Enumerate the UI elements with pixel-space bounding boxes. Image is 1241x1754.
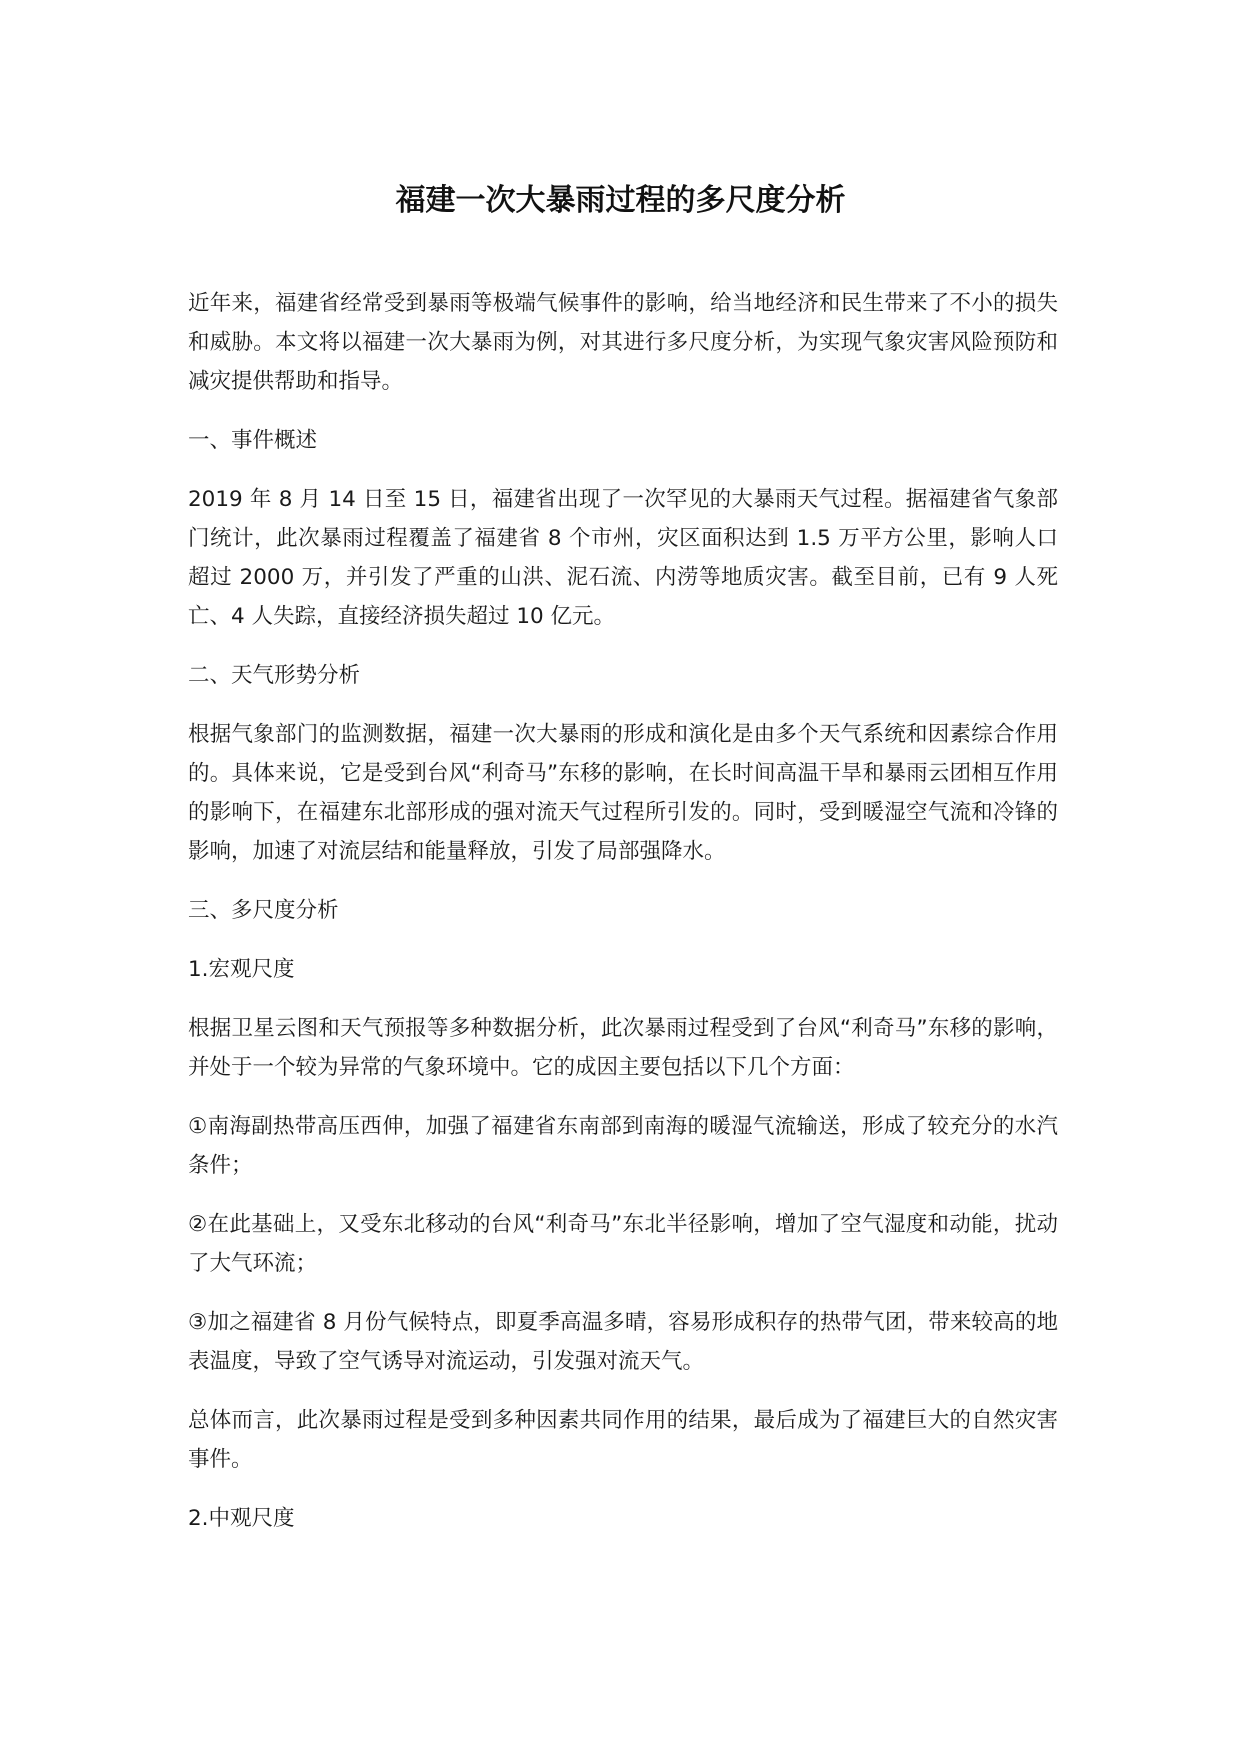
macro-item-3: ③加之福建省 8 月份气候特点，即夏季高温多晴，容易形成积存的热带气团，带来较高的地表温度，导致了空气诱导对流运动，引发强对流天气。 xyxy=(188,1310,1058,1374)
document-body xyxy=(188,284,1058,1558)
macro-paragraph: 根据卫星云图和天气预报等多种数据分析，此次暴雨过程受到了台风“利奇马”东移的影响，并处于一个较为异常的气象环境中。它的成因主要包括以下几个方面： xyxy=(188,1016,1058,1080)
subsection-heading-meso: 2.中观尺度 xyxy=(188,1506,295,1531)
intro-paragraph: 近年来，福建省经常受到暴雨等极端气候事件的影响，给当地经济和民生带来了不小的损失和威胁。本文将以福建一次大暴雨为例，对其进行多尺度分析，为实现气象灾害风险预防和减灾提供帮助和指导。 xyxy=(188,291,1058,394)
section-heading-multiscale: 三、多尺度分析 xyxy=(188,898,339,923)
section-heading-overview: 一、事件概述 xyxy=(188,428,318,453)
summary-paragraph: 总体而言，此次暴雨过程是受到多种因素共同作用的结果，最后成为了福建巨大的自然灾害事件。 xyxy=(188,1408,1058,1472)
section-heading-weather: 二、天气形势分析 xyxy=(188,663,361,688)
document-title: 福建一次大暴雨过程的多尺度分析 xyxy=(395,183,846,218)
subsection-heading-macro: 1.宏观尺度 xyxy=(188,957,295,982)
overview-paragraph: 2019 年 8 月 14 日至 15 日，福建省出现了一次罕见的大暴雨天气过程。据福建省气象部门统计，此次暴雨过程覆盖了福建省 8 个市州，灾区面积达到 1.5 万平方公里，影响人口超过 2000 万，并引发了严重的山洪、泥石流、内涝等地质灾害。截至目前，已有 9 人死亡、4 人失踪，直接经济损失超过 10 亿元。 xyxy=(188,487,1058,629)
macro-item-1: ①南海副热带高压西伸，加强了福建省东南部到南海的暖湿气流输送，形成了较充分的水汽条件； xyxy=(188,1114,1058,1178)
weather-paragraph: 根据气象部门的监测数据，福建一次大暴雨的形成和演化是由多个天气系统和因素综合作用的。具体来说，它是受到台风“利奇马”东移的影响，在长时间高温干旱和暴雨云团相互作用的影响下，在福建东北部形成的强对流天气过程所引发的。同时，受到暖湿空气流和冷锋的影响，加速了对流层结和能量释放，引发了局部强降水。 xyxy=(188,722,1058,864)
macro-item-2: ②在此基础上，又受东北移动的台风“利奇马”东北半径影响，增加了空气湿度和动能，扰动了大气环流； xyxy=(188,1212,1058,1276)
